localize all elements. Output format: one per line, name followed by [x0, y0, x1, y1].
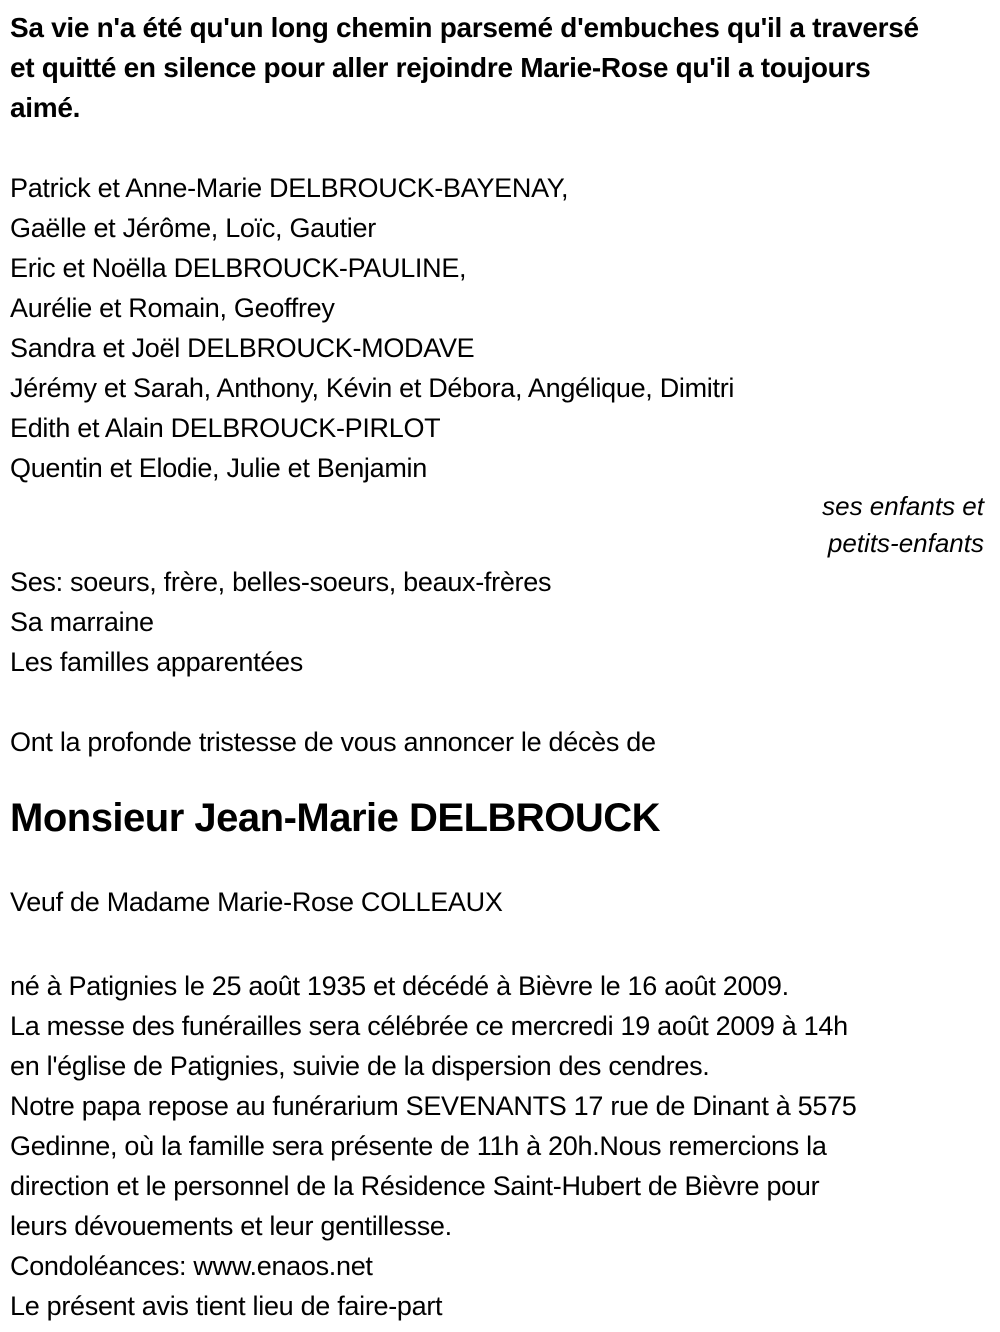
details-line: leurs dévouements et leur gentillesse. — [10, 1211, 452, 1241]
family-line: Eric et Noëlla DELBROUCK-PAULINE, — [10, 253, 467, 283]
family-line: Patrick et Anne-Marie DELBROUCK-BAYENAY, — [10, 173, 569, 203]
spacer — [10, 128, 990, 168]
relatives-list — [10, 562, 990, 682]
details-line: Notre papa repose au funérarium SEVENANTS 17 rue de Dinant à 5575 — [10, 1091, 857, 1121]
family-line: Edith et Alain DELBROUCK-PIRLOT — [10, 413, 441, 443]
announcement-line: Ont la profonde tristesse de vous annoncer le décès de — [10, 727, 656, 757]
details-line: Gedinne, où la famille sera présente de 11h à 20h.Nous remercions la — [10, 1131, 827, 1161]
faire-part-line: Le présent avis tient lieu de faire-part — [10, 1291, 443, 1321]
details-line: né à Patignies le 25 août 1935 et décédé à Bièvre le 16 août 2009. — [10, 971, 789, 1001]
family-line: Quentin et Elodie, Julie et Benjamin — [10, 453, 427, 483]
intro-line: aimé. — [10, 92, 81, 123]
relatives-line: Sa marraine — [10, 607, 154, 637]
details-line: direction et le personnel de la Résidence Saint-Hubert de Bièvre pour — [10, 1171, 820, 1201]
relatives-line: Ses: soeurs, frère, belles-soeurs, beaux-frères — [10, 567, 552, 597]
details-line: La messe des funérailles sera célébrée ce mercredi 19 août 2009 à 14h — [10, 1011, 848, 1041]
condolences-line: Condoléances: www.enaos.net — [10, 1251, 373, 1281]
relation-note-line: petits-enfants — [827, 528, 984, 558]
spacer — [10, 682, 990, 722]
family-line: Jérémy et Sarah, Anthony, Kévin et Débora, Angélique, Dimitri — [10, 373, 735, 403]
family-line: Sandra et Joël DELBROUCK-MODAVE — [10, 333, 475, 363]
details-line: en l'église de Patignies, suivie de la dispersion des cendres. — [10, 1051, 710, 1081]
spacer — [10, 922, 990, 966]
intro-line: et quitté en silence pour aller rejoindre Marie-Rose qu'il a toujours — [10, 52, 871, 83]
deceased-name-title: Monsieur Jean-Marie DELBROUCK — [10, 796, 661, 840]
intro-paragraph — [10, 8, 990, 128]
funeral-details — [10, 966, 990, 1326]
widower-line: Veuf de Madame Marie-Rose COLLEAUX — [10, 887, 503, 917]
family-line: Aurélie et Romain, Geoffrey — [10, 293, 335, 323]
relation-note-line: ses enfants et — [822, 491, 984, 521]
intro-line: Sa vie n'a été qu'un long chemin parsemé d'embuches qu'il a traversé — [10, 12, 919, 43]
relation-note — [10, 488, 990, 562]
family-line: Gaëlle et Jérôme, Loïc, Gautier — [10, 213, 376, 243]
spacer — [10, 762, 990, 790]
spacer — [10, 846, 990, 882]
family-names-list — [10, 168, 990, 488]
relatives-line: Les familles apparentées — [10, 647, 303, 677]
